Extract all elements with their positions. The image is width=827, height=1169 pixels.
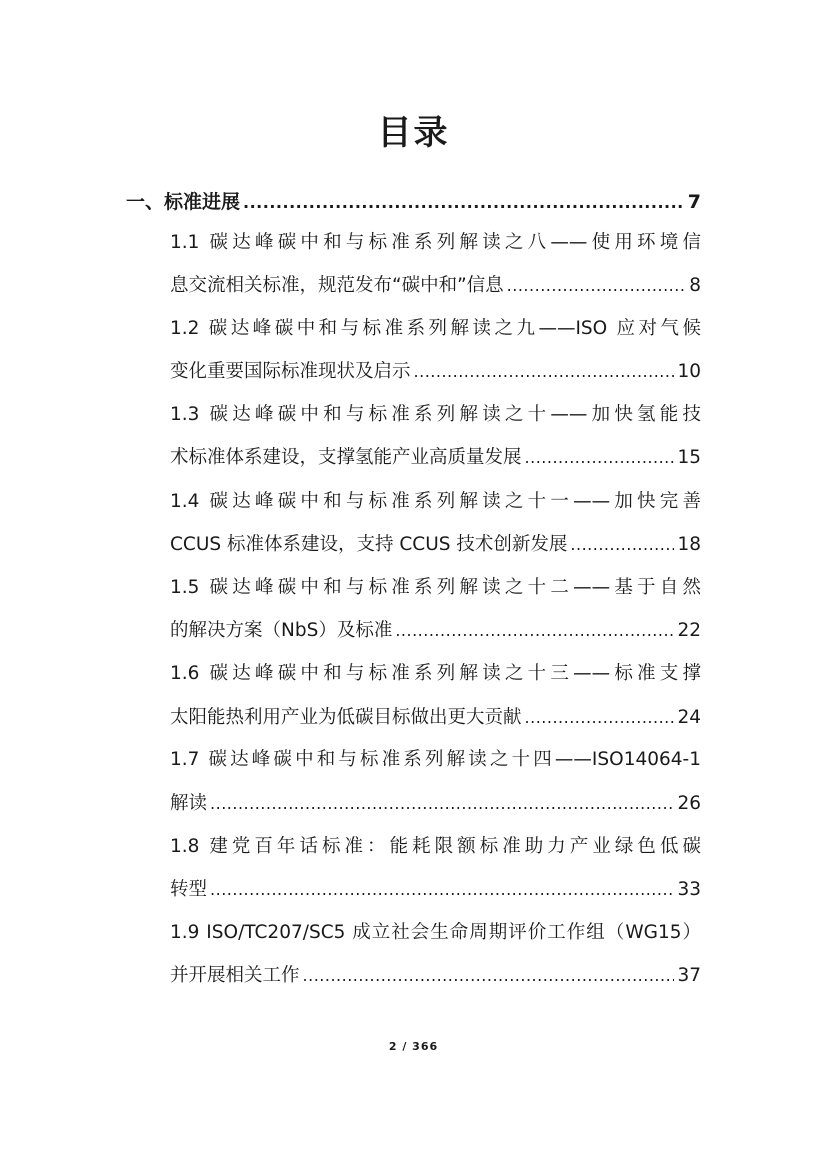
toc-leader-dots bbox=[210, 875, 674, 905]
toc-page-number: 37 bbox=[677, 965, 701, 986]
toc-leader-dots bbox=[414, 357, 675, 387]
toc-page-number: 22 bbox=[677, 620, 701, 641]
page-footer-number: 2 / 366 bbox=[388, 1040, 439, 1053]
toc-leader-dots bbox=[507, 271, 687, 301]
toc-item-1-6-line2[interactable] bbox=[170, 703, 701, 733]
toc-leader-dots bbox=[570, 530, 674, 560]
toc-item-text: 的解决方案（NbS）及标准 bbox=[170, 620, 393, 641]
toc-section-label: 一、标准进展 bbox=[126, 191, 241, 213]
toc-section-1[interactable] bbox=[126, 187, 701, 217]
toc-page-number: 18 bbox=[677, 534, 701, 555]
toc-item-1-2-line2[interactable] bbox=[170, 357, 701, 387]
toc-page-number: 33 bbox=[677, 879, 701, 900]
toc-item-1-9-line2[interactable] bbox=[170, 961, 701, 991]
toc-page-number: 26 bbox=[677, 793, 701, 814]
toc-item-1-1-line2[interactable] bbox=[170, 271, 701, 301]
toc-page-number: 24 bbox=[677, 707, 701, 728]
toc-leader-dots bbox=[395, 616, 674, 646]
toc-item-1-4-line1[interactable]: 1.4 碳达峰碳中和与标准系列解读之十一——加快完善 bbox=[170, 491, 701, 512]
toc-item-1-3-line1[interactable]: 1.3 碳达峰碳中和与标准系列解读之十——加快氢能技 bbox=[170, 404, 701, 425]
toc-item-1-5-line2[interactable] bbox=[170, 616, 701, 646]
toc-item-text: CCUS 标准体系建设，支持 CCUS 技术创新发展 bbox=[170, 534, 568, 555]
toc-item-1-4-line2[interactable] bbox=[170, 530, 701, 560]
toc-leader-dots bbox=[525, 443, 675, 473]
toc-page-number: 10 bbox=[677, 361, 701, 382]
toc-leader-dots bbox=[303, 961, 675, 991]
toc-item-text: 转型 bbox=[170, 879, 208, 900]
toc-leader-dots bbox=[210, 789, 674, 819]
page-title: 目录 bbox=[377, 113, 450, 153]
toc-item-1-3-line2[interactable] bbox=[170, 443, 701, 473]
toc-item-text: 变化重要国际标准现状及启示 bbox=[170, 361, 411, 382]
toc-item-text: 息交流相关标准，规范发布“碳中和”信息 bbox=[170, 275, 504, 296]
toc-leader-dots bbox=[525, 703, 675, 733]
toc-item-text: 并开展相关工作 bbox=[170, 965, 300, 986]
toc-page-number: 8 bbox=[689, 275, 701, 296]
toc-page-number: 15 bbox=[677, 447, 701, 468]
toc-item-1-1-line1[interactable]: 1.1 碳达峰碳中和与标准系列解读之八——使用环境信 bbox=[170, 232, 701, 253]
toc-item-1-2-line1[interactable]: 1.2 碳达峰碳中和与标准系列解读之九——ISO 应对气候 bbox=[170, 318, 701, 339]
toc-item-text: 术标准体系建设，支撑氢能产业高质量发展 bbox=[170, 447, 522, 468]
toc-item-1-7-line2[interactable] bbox=[170, 789, 701, 819]
toc-item-1-8-line2[interactable] bbox=[170, 875, 701, 905]
toc-item-1-9-line1[interactable]: 1.9 ISO/TC207/SC5 成立社会生命周期评价工作组（WG15） bbox=[170, 922, 701, 943]
toc-item-text: 解读 bbox=[170, 793, 208, 814]
toc-item-text: 太阳能热利用产业为低碳目标做出更大贡献 bbox=[170, 707, 522, 728]
toc-item-1-7-line1[interactable]: 1.7 碳达峰碳中和与标准系列解读之十四——ISO14064-1 bbox=[170, 749, 701, 770]
toc-item-1-8-line1[interactable]: 1.8 建党百年话标准：能耗限额标准助力产业绿色低碳 bbox=[170, 836, 701, 857]
toc-item-1-6-line1[interactable]: 1.6 碳达峰碳中和与标准系列解读之十三——标准支撑 bbox=[170, 663, 701, 684]
toc-leader-dots bbox=[243, 188, 685, 218]
toc-item-1-5-line1[interactable]: 1.5 碳达峰碳中和与标准系列解读之十二——基于自然 bbox=[170, 577, 701, 598]
toc-page-number: 7 bbox=[687, 191, 701, 213]
